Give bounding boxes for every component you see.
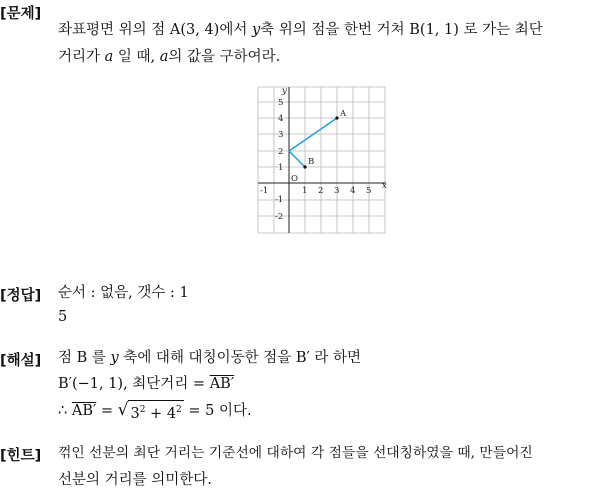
y-axis-label: y <box>282 86 287 96</box>
hint-line-1: 꺾인 선분의 최단 거리는 기준선에 대하여 각 점들을 선대칭하였을 때, 만들어진 <box>58 445 533 461</box>
y-tick-2: 2 <box>278 147 284 157</box>
solution-text <box>58 345 586 424</box>
origin-label: O <box>291 174 298 184</box>
y-tick-1: 1 <box>278 163 284 173</box>
problem-text <box>58 17 586 71</box>
solution-tag: [해설] <box>0 353 42 369</box>
y-tick-neg2: -2 <box>275 212 284 222</box>
x-tick-1: 1 <box>302 186 308 196</box>
solution-line-1: 점 B 를 y 축에 대해 대칭이동한 점을 B′ 라 하면 <box>58 350 362 366</box>
solution-line-2: B′(−1, 1), 최단거리 = AB′ <box>58 376 235 392</box>
answer-line-1: 순서 : 없음, 갯수 : 1 <box>58 285 189 301</box>
solution-line-3: ∴ AB′ = √ $3^2 + 4^2$ = 5 이다. <box>58 397 586 424</box>
answer-text <box>58 280 586 331</box>
hint-text <box>58 440 586 494</box>
hint-tag: [힌트] <box>0 448 42 464</box>
y-tick-3: 3 <box>278 130 284 140</box>
problem-line-1: 좌표평면 위의 점 A(3, 4)에서 y축 위의 점을 한번 거쳐 B(1, 1) 로 가는 최단 <box>58 22 543 38</box>
x-tick-4: 4 <box>350 186 356 196</box>
x-axis-label: x <box>382 181 387 191</box>
point-b <box>303 165 306 168</box>
y-tick-neg1: -1 <box>275 195 284 205</box>
sqrt-expression: √ $3^2 + 4^2$ <box>117 400 182 422</box>
coordinate-figure <box>255 85 390 235</box>
point-a <box>335 116 338 119</box>
problem-tag: [문제] <box>0 6 42 22</box>
y-tick-4: 4 <box>278 114 284 124</box>
problem-line-2: 거리가 a 일 때, a의 값을 구하여라. <box>58 49 281 65</box>
x-tick-3: 3 <box>334 186 340 196</box>
x-tick-neg1: -1 <box>260 186 269 196</box>
x-tick-2: 2 <box>318 186 324 196</box>
hint-line-2: 선분의 거리를 의미한다. <box>58 472 212 488</box>
x-tick-5: 5 <box>366 186 372 196</box>
answer-tag: [정답] <box>0 288 42 304</box>
y-tick-5: 5 <box>278 98 284 108</box>
answer-line-2: 5 <box>58 309 68 325</box>
point-a-label: A <box>340 109 347 119</box>
point-b-label: B <box>308 157 315 167</box>
